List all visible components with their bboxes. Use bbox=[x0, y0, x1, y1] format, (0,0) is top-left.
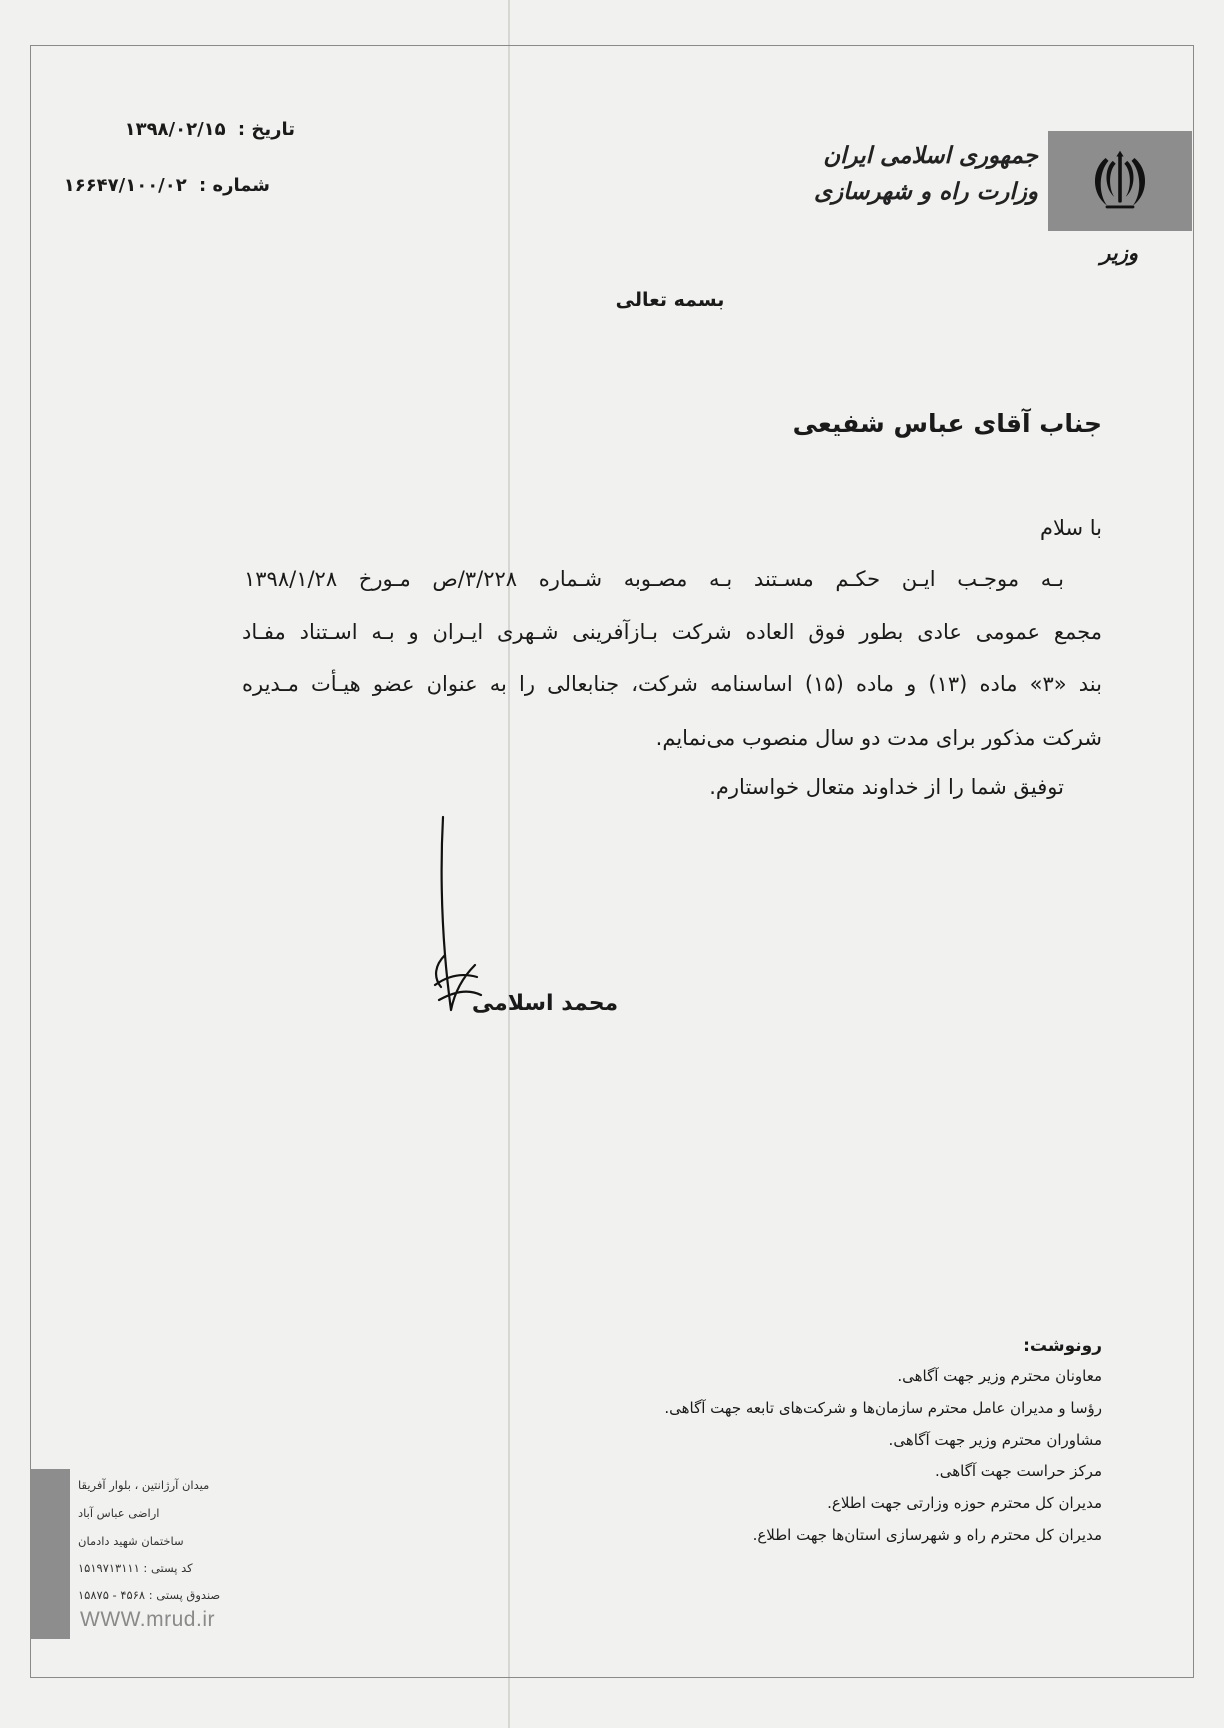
iran-emblem-icon bbox=[1084, 145, 1156, 217]
salutation: با سلام bbox=[1039, 516, 1102, 540]
cc-item: مشاوران محترم وزیر جهت آگاهی. bbox=[888, 1431, 1102, 1449]
country-name: جمهوری اسلامی ایران bbox=[823, 142, 1038, 169]
address-line: کد پستی : ۱۵۱۹۷۱۳۱۱۱ bbox=[78, 1561, 193, 1575]
addressee: جناب آقای عباس شفیعی bbox=[792, 409, 1102, 438]
address-line: ساختمان شهید دادمان bbox=[78, 1534, 184, 1548]
date-label: تاریخ : bbox=[237, 119, 295, 140]
cc-item: مدیران کل محترم راه و شهرسازی استان‌ها جهت اطلاع. bbox=[752, 1526, 1102, 1544]
address-line: میدان آرژانتین ، بلوار آفریقا bbox=[78, 1478, 210, 1492]
number-label: شماره : bbox=[199, 175, 270, 196]
office-title: وزیر bbox=[1100, 240, 1138, 265]
cc-title: رونوشت: bbox=[1023, 1336, 1102, 1356]
website-link[interactable]: WWW.mrud.ir bbox=[80, 1608, 215, 1631]
body-line: شرکت مذکور برای مدت دو سال منصوب می‌نمایم. bbox=[655, 726, 1102, 750]
cc-item: رؤسا و مدیران عامل محترم سازمان‌ها و شرکت‌های تابعه جهت آگاهی. bbox=[664, 1399, 1102, 1417]
footer-gray-bar bbox=[30, 1469, 70, 1639]
cc-item: مرکز حراست جهت آگاهی. bbox=[934, 1462, 1102, 1480]
cc-item: معاونان محترم وزیر جهت آگاهی. bbox=[897, 1367, 1102, 1385]
body-line: بـه موجـب ایـن حکـم مسـتند بـه مصـوبه شـماره ۳/۲۲۸/ص مـورخ ۱۳۹۸/۱/۲۸ bbox=[244, 567, 1065, 591]
letterhead-title bbox=[718, 138, 1038, 209]
date-line bbox=[95, 119, 295, 140]
signer-name: محمد اسلامی bbox=[471, 991, 619, 1016]
date-value: ۱۳۹۸/۰۲/۱۵ bbox=[124, 119, 226, 140]
body-line: بند «۳» ماده (۱۳) و ماده (۱۵) اساسنامه شرکت، جنابعالی را به عنوان عضو هیـأت مـدیره bbox=[242, 672, 1102, 696]
address-line: اراضی عباس آباد bbox=[78, 1506, 160, 1520]
address-line: صندوق پستی : ۴۵۶۸ - ۱۵۸۷۵ bbox=[78, 1588, 221, 1602]
closing-line: توفیق شما را از خداوند متعال خواستارم. bbox=[709, 775, 1064, 799]
number-value: ۱۶۶۴۷/۱۰۰/۰۲ bbox=[63, 175, 187, 196]
body-line: مجمع عمومی عادی بطور فوق العاده شرکت بـازآفرینی شـهری ایـران و بـه اسـتناد مفـاد bbox=[242, 620, 1102, 644]
ministry-name: وزارت راه و شهرسازی bbox=[814, 177, 1038, 205]
cc-item: مدیران کل محترم حوزه وزارتی جهت اطلاع. bbox=[827, 1494, 1102, 1512]
bismillah-heading: بسمه تعالی bbox=[615, 289, 725, 311]
emblem-block bbox=[1048, 131, 1192, 231]
number-line bbox=[63, 175, 270, 196]
